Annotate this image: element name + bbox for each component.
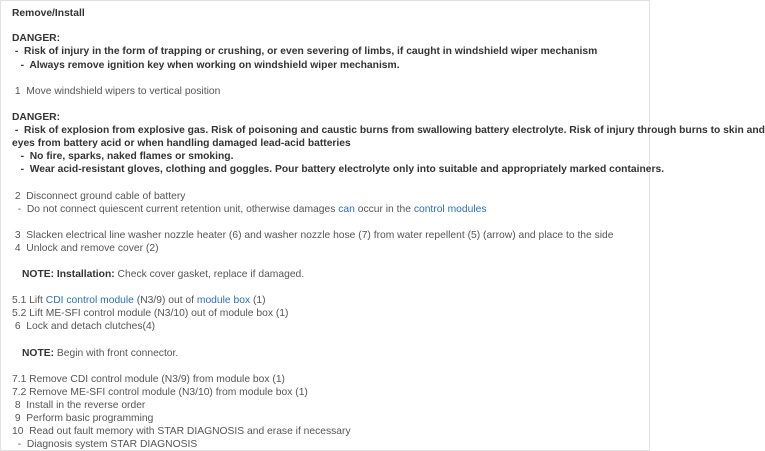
- step-1: 1 Move windshield wipers to vertical position: [12, 86, 221, 97]
- danger-action-1: - Always remove ignition key when working on windshield wiper mechanism.: [12, 60, 400, 71]
- link-can[interactable]: can: [338, 204, 355, 215]
- step-5-2: 5.2 Lift ME-SFI control module (N3/10) out of module box (1): [12, 308, 289, 319]
- danger-risk-2-line2: eyes from battery acid or when handling damaged lead-acid batteries: [12, 138, 351, 149]
- step-6: 6 Lock and detach clutches(4): [12, 321, 156, 332]
- step-7-2: 7.2 Remove ME-SFI control module (N3/10) from module box (1): [12, 387, 308, 398]
- danger-action-2b: - Wear acid-resistant gloves, clothing and goggles. Pour battery electrolyte only into suitable and appropriately marked containers.: [12, 164, 665, 175]
- danger-heading-1: DANGER:: [12, 33, 61, 44]
- link-module-box[interactable]: module box: [196, 295, 251, 306]
- note-front-connector: [22, 348, 178, 360]
- step-5-1-text: 5.1 Lift: [12, 295, 46, 306]
- note-text-2: Begin with front connector.: [54, 348, 179, 359]
- note-text: Check cover gasket, replace if damaged.: [114, 269, 305, 280]
- note-installation: [22, 269, 304, 281]
- step-9: 9 Perform basic programming: [12, 413, 154, 424]
- step-10-sub: - Diagnosis system STAR DIAGNOSIS: [12, 439, 198, 450]
- step-2-note-text: - Do not connect quiescent current retention unit, otherwise damages: [12, 204, 339, 215]
- link-control-modules[interactable]: control modules: [413, 204, 487, 215]
- link-cdi-control-module[interactable]: CDI control module: [45, 295, 134, 306]
- step-5-1-post: (1): [250, 295, 266, 306]
- danger-risk-2-line1: - Risk of explosion from explosive gas. Risk of poisoning and caustic burns from swallowing battery electrolyte. Risk of injury through burns to skin and: [12, 125, 765, 136]
- page-title: Remove/Install: [12, 8, 85, 19]
- step-8: 8 Install in the reverse order: [12, 400, 146, 411]
- note-label: NOTE: Installation:: [22, 269, 115, 280]
- step-2-note-mid: occur in the: [354, 204, 414, 215]
- step-10: 10 Read out fault memory with STAR DIAGNOSIS and erase if necessary: [12, 426, 351, 437]
- step-5-1: [12, 295, 266, 307]
- step-3: 3 Slacken electrical line washer nozzle heater (6) and washer nozzle hose (7) from water repellent (5) (arrow) and place to the side: [12, 230, 614, 241]
- step-2-note: [12, 204, 487, 216]
- step-2: 2 Disconnect ground cable of battery: [12, 191, 186, 202]
- note-label-2: NOTE:: [22, 348, 55, 359]
- danger-heading-2: DANGER:: [12, 112, 61, 123]
- step-7-1: 7.1 Remove CDI control module (N3/9) from module box (1): [12, 374, 285, 385]
- step-4: 4 Unlock and remove cover (2): [12, 243, 159, 254]
- danger-action-2a: - No fire, sparks, naked flames or smoking.: [12, 151, 234, 162]
- danger-risk-1: - Risk of injury in the form of trapping or crushing, or even severing of limbs, if caught in windshield wiper mechanism: [12, 46, 598, 57]
- step-5-1-mid: (N3/9) out of: [133, 295, 197, 306]
